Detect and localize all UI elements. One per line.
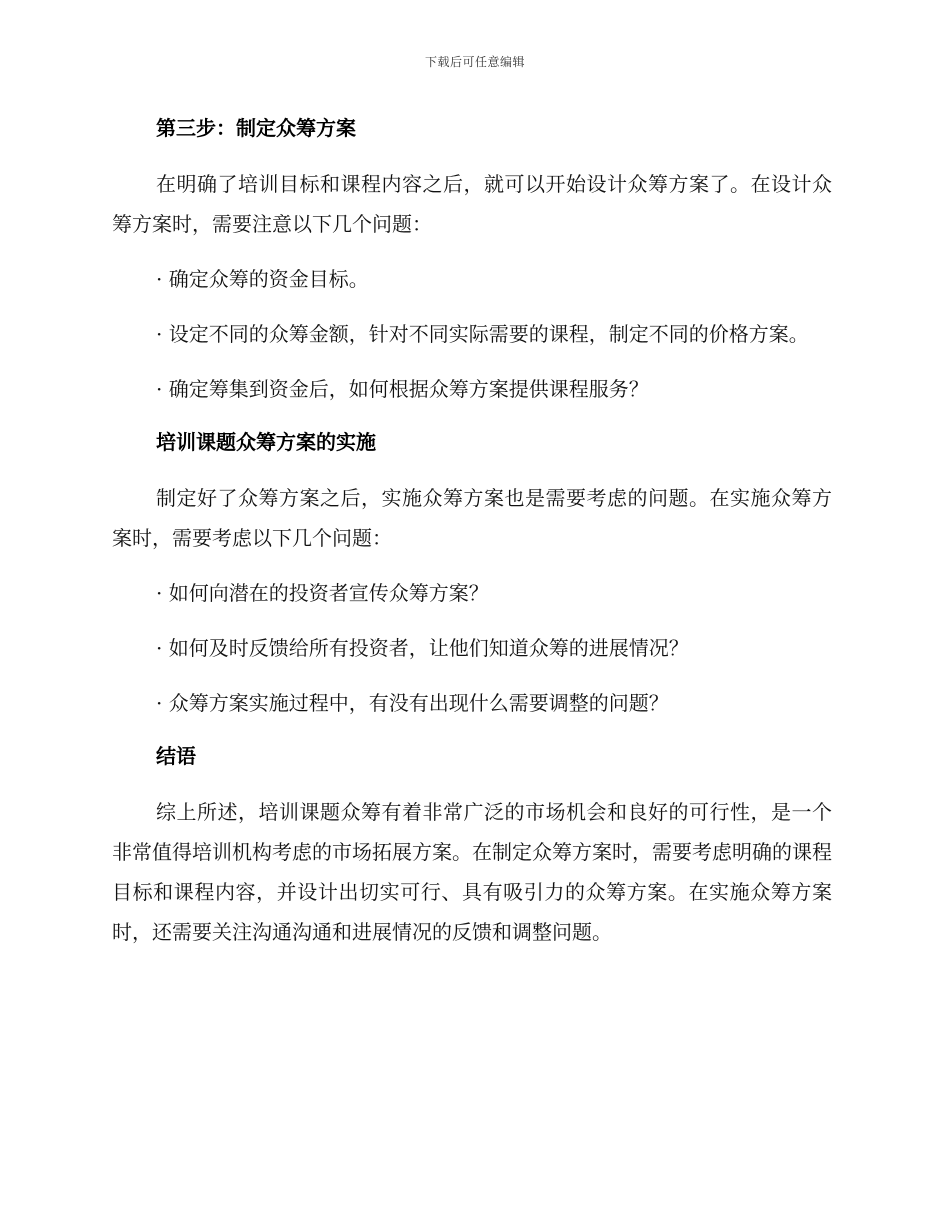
section-heading-implementation: 培训课题众筹方案的实施	[156, 430, 376, 454]
implementation-bullet-2: · 如何及时反馈给所有投资者，让他们知道众筹的进展情况？	[156, 636, 689, 660]
section-heading-conclusion: 结语	[156, 744, 196, 768]
page-header: 下载后可任意编辑	[424, 55, 525, 69]
step3-bullet-1: · 确定众筹的资金目标。	[156, 267, 369, 291]
implementation-bullet-1: · 如何向潜在的投资者宣传众筹方案？	[156, 581, 489, 605]
implementation-intro-paragraph: 制定好了众筹方案之后，实施众筹方案也是需要考虑的问题。在实施众筹方案时，需要考虑以下几个问题：	[112, 486, 832, 550]
step3-bullet-3: · 确定筹集到资金后，如何根据众筹方案提供课程服务？	[156, 377, 649, 401]
conclusion-paragraph: 综上所述，培训课题众筹有着非常广泛的市场机会和良好的可行性，是一个非常值得培训机构考虑的市场拓展方案。在制定众筹方案时，需要考虑明确的课程目标和课程内容，并设计出切实可行、具有吸引力的众筹方案。在实施众筹方案时，还需要关注沟通沟通和进展情况的反馈和调整问题。	[112, 800, 832, 944]
implementation-bullet-3: · 众筹方案实施过程中，有没有出现什么需要调整的问题？	[156, 691, 669, 715]
document-body	[112, 110, 832, 967]
step3-bullet-2: · 设定不同的众筹金额，针对不同实际需要的课程，制定不同的价格方案。	[156, 322, 809, 346]
step3-intro-paragraph: 在明确了培训目标和课程内容之后，就可以开始设计众筹方案了。在设计众筹方案时，需要注意以下几个问题：	[112, 172, 832, 236]
section-heading-step3: 第三步：制定众筹方案	[156, 116, 356, 140]
